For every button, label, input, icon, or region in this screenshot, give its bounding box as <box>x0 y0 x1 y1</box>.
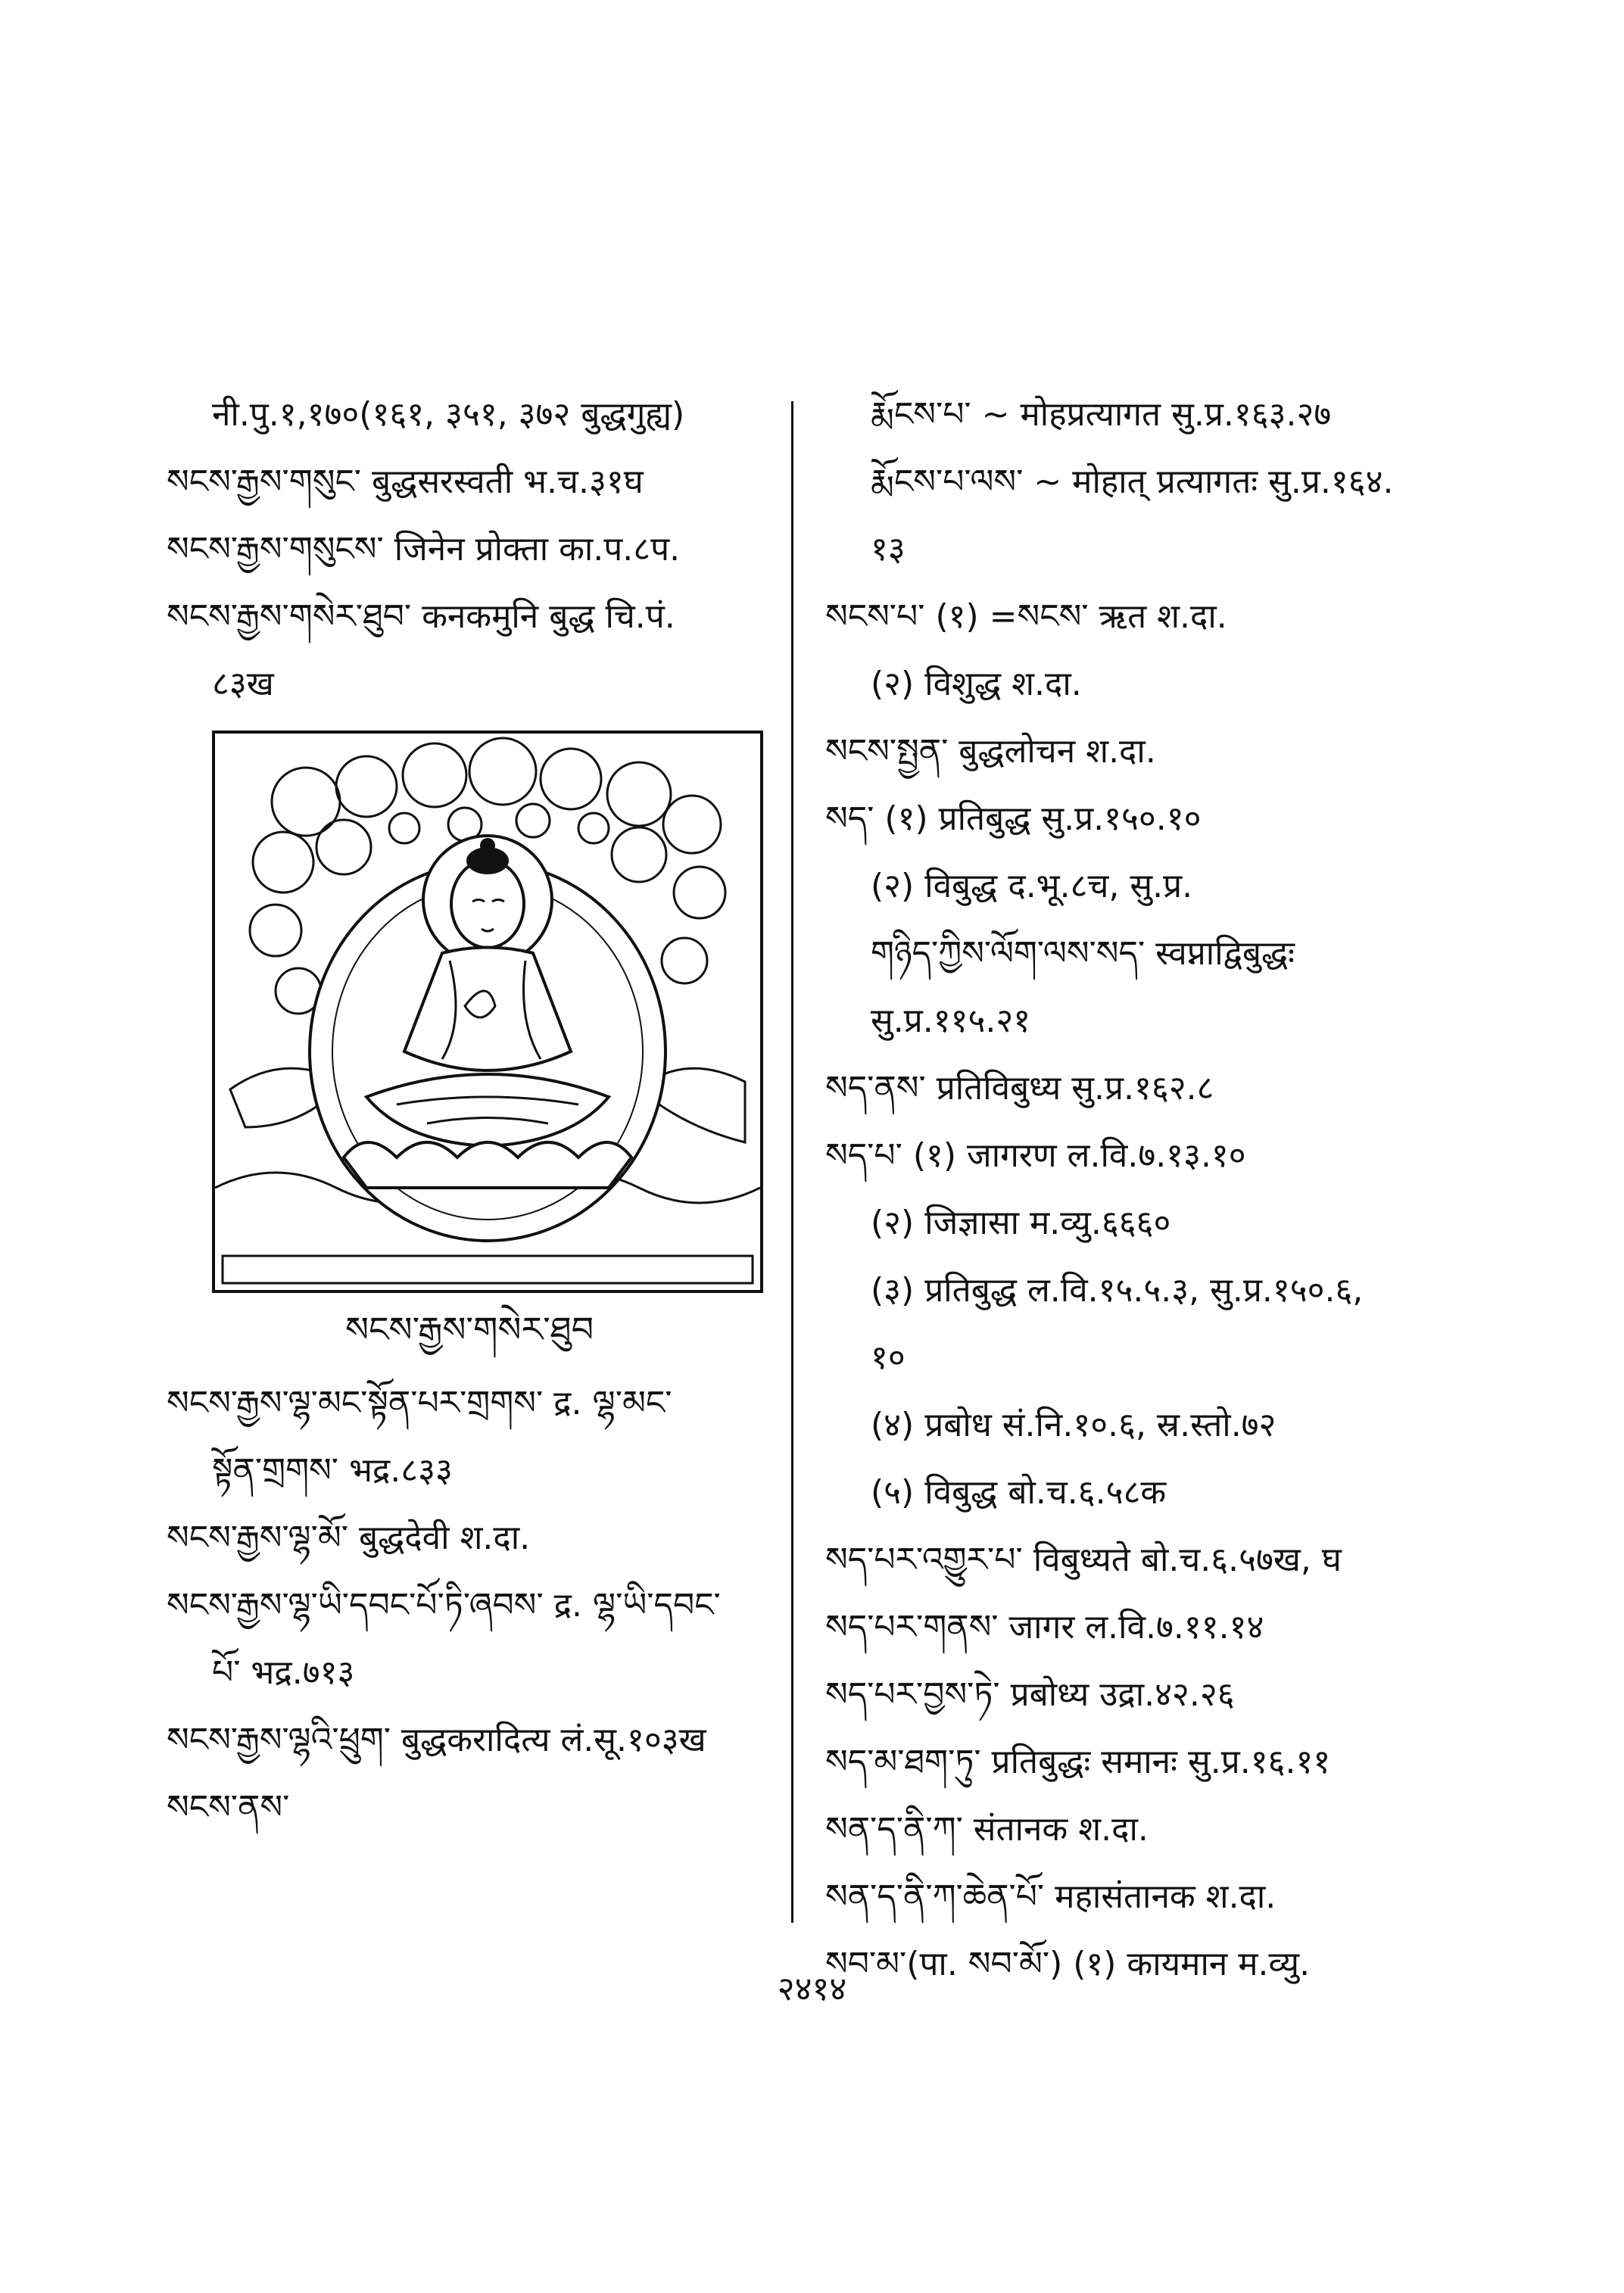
entry-line: (२) जिज्ञासा म.व्यु.६६६० <box>871 1204 1171 1242</box>
column-divider <box>791 401 793 1923</box>
entry-line: སན་ད་ནི་ཀ་ संतानक श.दा. <box>825 1810 1149 1849</box>
page-number: २४१४ <box>777 1970 847 2008</box>
entry-line: སངས་ནས་ <box>167 1787 290 1827</box>
entry-line: སངས་རྒྱས་ལྷ་ཡི་དབང་པོ་ཏི་ཞབས་ द्र. ལྷ་ཡི་དབང་ <box>167 1585 721 1625</box>
entry-line: १३ <box>871 530 906 569</box>
buddha-illustration <box>212 731 763 1293</box>
entry-line: (५) विबुद्ध बो.च.६.५८क <box>871 1473 1167 1512</box>
entry-line: १० <box>871 1338 906 1377</box>
entry-line: སད་ (१) प्रतिबुद्ध सु.प्र.१५०.१० <box>825 799 1202 838</box>
entry-line: སད་ནས་ प्रतिविबुध्य सु.प्र.१६२.८ <box>825 1069 1214 1108</box>
entry-line: नी.पु.१,१७०(१६१, ३५१, ३७२ बुद्धगुह्य) <box>212 395 685 434</box>
entry-line: སངས་རྒྱས་ལྷའི་ཕྲུག་ बुद्धकरादित्य लं.सू.१०३ख <box>167 1720 706 1759</box>
entry-line: སད་པ་ (१) जागरण ल.वि.७.१३.१० <box>825 1136 1246 1175</box>
entry-line: སད་མ་ཐག་ཏུ་ प्रतिबुद्धः समानः सु.प्र.१६.११ <box>825 1743 1331 1781</box>
entry-line: སངས་རྒྱས་ལྷ་མང་སྟོན་པར་གྲགས་ द्र. ལྷ་མང་ <box>167 1383 672 1422</box>
left-column <box>167 394 772 1854</box>
entry-line: རྨོངས་པ་ ~ मोहप्रत्यागत सु.प्र.१६३.२७ <box>871 395 1332 434</box>
entry-line: སད་པར་གནས་ जागर ल.वि.७.११.१४ <box>825 1608 1264 1647</box>
entry-line: སྟོན་གྲགས་ भद्र.८३३ <box>212 1450 453 1490</box>
entry-line: སབ་མ་(पा. སབ་མོ་) (१) कायमान म.व्यु. <box>825 1945 1311 1983</box>
entry-line: སད་པར་འགྱུར་པ་ विबुध्यते बो.च.६.५७ख, घ <box>825 1541 1342 1579</box>
entry-line: སངས་རྒྱས་གསེར་ཐུབ་ कनकमुनि बुद्ध चि.पं. <box>167 597 675 636</box>
entry-line: སངས་སྤྱན་ बुद्धलोचन श.दा. <box>825 732 1156 771</box>
entry-line: པོ་ भद्र.७१३ <box>212 1653 355 1692</box>
entry-line: སངས་རྒྱས་གསུངས་ जिनेन प्रोक्ता का.प.८प. <box>167 530 681 569</box>
entry-line: (४) प्रबोध सं.नि.१०.६, स्र.स्तो.७२ <box>871 1406 1276 1444</box>
entry-line: (२) विबुद्ध द.भू.८च, सु.प्र. <box>871 867 1193 905</box>
entry-line: (२) विशुद्ध श.दा. <box>871 665 1082 703</box>
buddha-drawing <box>215 734 760 1290</box>
entry-line: (३) प्रतिबुद्ध ल.वि.१५.५.३, सु.प्र.१५०.६, <box>871 1271 1364 1310</box>
figure-caption: སངས་རྒྱས་གསེར་ཐུབ <box>344 1309 594 1350</box>
entry-line: सु.प्र.११५.२१ <box>871 1002 1031 1040</box>
right-column <box>825 394 1446 2011</box>
entry-line: གཉིད་ཀྱིས་ལོག་ལས་སད་ स्वप्नाद्विबुद्धः <box>871 934 1295 973</box>
entry-line: སན་ད་ནི་ཀ་ཆེན་པོ་ महासंतानक श.दा. <box>825 1877 1276 1916</box>
entry-line: སངས་རྒྱས་གསུང་ बुद्धसरस्वती भ.च.३१घ <box>167 463 644 501</box>
entry-line: རྨོངས་པ་ལས་ ~ मोहात् प्रत्यागतः सु.प्र.१६४. <box>871 463 1394 501</box>
entry-line: ८३ख <box>212 665 274 703</box>
entry-line: སངས་རྒྱས་ལྷ་མོ་ बुद्धदेवी श.दा. <box>167 1518 531 1557</box>
entry-line: སངས་པ་ (१) =སངས་ ऋत श.दा. <box>825 597 1227 636</box>
entry-line: སད་པར་བྱས་ཏེ་ प्रबोध्य उद्रा.४२.२६ <box>825 1675 1235 1714</box>
